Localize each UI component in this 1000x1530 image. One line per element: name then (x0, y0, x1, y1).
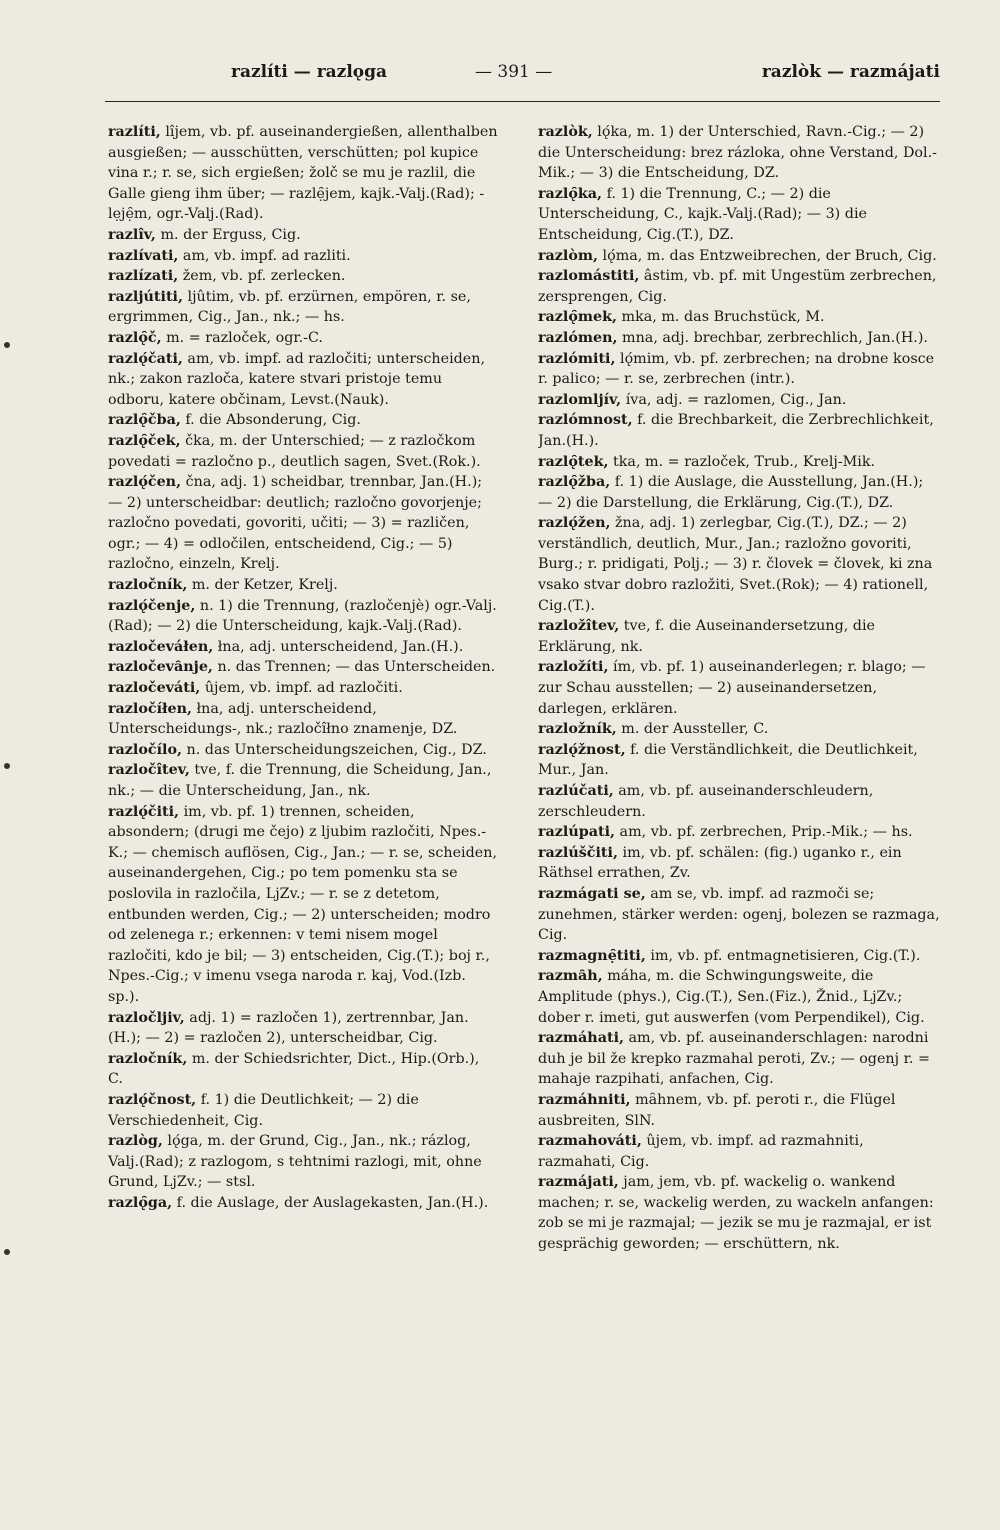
dictionary-entry (108, 225, 498, 246)
dictionary-entry (538, 1028, 942, 1090)
entry-headword: razložník, (538, 721, 617, 738)
entry-headword: razločílo, (108, 741, 182, 758)
entry-definition: adj. 1) = razločen 1), zertrennbar, Jan.(H.); — 2) = razločen 2), unterscheidbar, Cig. (108, 1009, 469, 1047)
entry-headword: razlǫ́čenje, (108, 597, 196, 614)
entry-definition: f. die Absonderung, Cig. (180, 412, 361, 429)
dictionary-entry (538, 349, 942, 390)
entry-definition: łna, adj. unterscheidend, Unterscheidungs-, nk.; razločîłno znamenje, DZ. (108, 700, 458, 738)
dictionary-entry (538, 740, 942, 781)
entry-headword: razločník, (108, 577, 188, 594)
dictionary-entry (108, 699, 498, 740)
dictionary-entry (538, 328, 942, 349)
entry-headword: razlǫ́čati, (108, 350, 183, 367)
entry-definition: am se, vb. impf. ad razmoči se; zunehmen, stärker werden: ogenj, bolezen se razmaga, Cig. (538, 885, 940, 944)
header-left-guide-words: razlíti — razlǫga (231, 62, 388, 82)
entry-headword: razlǫ̑žba, (538, 474, 611, 491)
entry-definition: mka, m. das Bruchstück, M. (617, 309, 825, 326)
entry-definition: žna, adj. 1) zerlegbar, Cig.(T.), DZ.; — 2) verständlich, deutlich, Mur., Jan.; razložno govoriti, Burg.; r. pridigati, Polj.; — 3) r. človek = človek, ki zna vsako stvar dobro razložiti, Svet.(Rok); — 4) rationell, Cig.(T.). (538, 515, 933, 614)
entry-headword: razločíłen, (108, 700, 192, 717)
entry-headword: razlǫ́žen, (538, 515, 611, 532)
dictionary-entry (538, 1172, 942, 1254)
dictionary-entry (108, 1131, 498, 1193)
dictionary-entry (538, 822, 942, 843)
dictionary-entry (108, 287, 498, 328)
entry-definition: lǫ́mim, vb. pf. zerbrechen; na drobne kosce r. palico; — r. se, zerbrechen (intr.). (538, 350, 935, 388)
entry-definition: jam, jem, vb. pf. wackelig o. wankend machen; r. se, wackelig werden, zu wackeln anfangen: zob se mi je razmajal; — jezik se mu je razmajal, er ist gesprächig geworden; — erschüttern, nk. (538, 1174, 934, 1253)
entry-headword: razlǫ́žnost, (538, 741, 626, 758)
entry-headword: razmȃh, (538, 968, 603, 985)
entry-headword: razlomástiti, (538, 268, 640, 285)
dictionary-entry (108, 657, 498, 678)
entry-definition: n. 1) die Trennung, (razločenjè) ogr.-Valj.(Rad); — 2) die Unterscheidung, kajk.-Valj.(Rad). (108, 597, 497, 635)
entry-headword: razmájati, (538, 1174, 619, 1191)
entry-headword: razlǫ̑ka, (538, 185, 603, 202)
entry-definition: am, vb. impf. ad razločiti; unterscheiden, nk.; zakon razloča, katere stvari pristoje temu odboru, katere občinam, Levst.(Nauk). (108, 350, 486, 408)
entry-definition: íva, adj. = razlomen, Cig., Jan. (621, 391, 847, 408)
entry-definition: m. = razloček, ogr.-C. (161, 329, 323, 346)
entry-definition: f. 1) die Trennung, C.; — 2) die Unterscheidung, C., kajk.-Valj.(Rad); — 3) die Entscheidung, Cig.(T.), DZ. (538, 185, 867, 243)
entry-definition: lǫ́ga, m. der Grund, Cig., Jan., nk.; rázlog, Valj.(Rad); z razlogom, s tehtnimi razlogi, mit, ohne Grund, LjZv.; — stsl. (108, 1133, 482, 1191)
dictionary-entry (538, 843, 942, 884)
page-number: — 391 — (475, 62, 553, 82)
dictionary-entry (108, 575, 498, 596)
entry-definition: m. der Schiedsrichter, Dict., Hip.(Orb.), C. (108, 1050, 480, 1088)
dictionary-entry (108, 431, 498, 472)
entry-headword: razlíti, (108, 124, 161, 140)
dictionary-entry (108, 266, 498, 287)
dictionary-entry (538, 966, 942, 1028)
dictionary-entry (108, 1090, 498, 1131)
dictionary-entry (108, 678, 498, 699)
entry-definition: f. 1) die Deutlichkeit; — 2) die Verschiedenheit, Cig. (108, 1091, 419, 1129)
dictionary-entry (538, 452, 942, 473)
entry-headword: razlúčati, (538, 783, 614, 799)
dictionary-entry (108, 122, 498, 225)
entry-definition: f. 1) die Auslage, die Ausstellung, Jan.(H.); — 2) die Darstellung, die Erklärung, Cig.(T.), DZ. (538, 474, 924, 511)
dictionary-entry (538, 657, 942, 719)
dictionary-entry (108, 349, 498, 411)
entry-headword: razložíti, (538, 659, 609, 676)
entry-headword: razlǫ̑č, (108, 329, 162, 346)
entry-definition: am, vb. pf. zerbrechen, Prip.-Mik.; — hs. (615, 824, 913, 841)
dictionary-entry (108, 760, 498, 801)
entry-headword: razlǫ́čnost, (108, 1091, 197, 1108)
dictionary-entry (538, 1090, 942, 1131)
entry-definition: tve, f. die Auseinandersetzung, die Erklärung, nk. (538, 618, 875, 655)
entry-definition: im, vb. pf. 1) trennen, scheiden, absondern; (drugi me čejo) z ljubim razločiti, Npes.-K.; — chemisch auflösen, Cig., Jan.; — r. se, scheiden, auseinandergehen, Cig.; po tem pomenku sta se poslovila in razločila, LjZv.; — r. se z detetom, entbunden werden, Cig.; — 2) unterscheiden; modro od zelenega r.; erkennen: v temi nisem mogel razločiti, kdo je bil; — 3) entscheiden, Cig.(T.); boj r., Npes.-Cig.; v imenu vsega naroda r. kaj, Vod.(Izb. sp.). (108, 803, 497, 1005)
entry-definition: n. das Trennen; — das Unterscheiden. (212, 659, 496, 676)
entry-definition: mȃhnem, vb. pf. peroti r., die Flügel ausbreiten, SlN. (538, 1091, 896, 1129)
right-column (538, 122, 942, 1462)
entry-definition: máha, m. die Schwingungsweite, die Amplitude (phys.), Cig.(T.), Sen.(Fiz.), Žnid., LjZv.; dober r. imeti, gut auswerfen (vom Perpendikel), Cig. (538, 968, 925, 1026)
entry-headword: razložîtev, (538, 618, 620, 635)
entry-definition: m. der Erguss, Cig. (155, 226, 301, 243)
entry-headword: razlǫ́čiti, (108, 803, 180, 820)
entry-headword: razlómiti, (538, 350, 616, 367)
entry-headword: razlómnost, (538, 412, 633, 429)
entry-definition: tve, f. die Trennung, die Scheidung, Jan., nk.; — die Unterscheidung, Jan., nk. (108, 762, 492, 799)
entry-headword: razlǫ̑mek, (538, 309, 617, 326)
entry-definition: čna, adj. 1) scheidbar, trennbar, Jan.(H.); — 2) unterscheidbar: deutlich; razločno govorjenje; razločno povedati, govoriti, učiti; — 3) = različen, ogr.; — 4) = odločilen, entscheidend, Cig.; — 5) razločno, einzeln, Krelj. (108, 474, 483, 573)
dictionary-entry (108, 410, 498, 431)
entry-headword: razlǫ̑ček, (108, 432, 181, 449)
entry-headword: razlívati, (108, 247, 179, 264)
dictionary-entry (538, 946, 942, 967)
entry-headword: razlîv, (108, 226, 156, 243)
entry-definition: čka, m. der Unterschied; — z razločkom povedati = razločno p., deutlich sagen, Svet.(Rok.). (108, 432, 481, 470)
entry-definition: ûjem, vb. impf. ad razmahniti, razmahati, Cig. (538, 1133, 864, 1170)
entry-headword: razločljiv, (108, 1009, 185, 1026)
entry-definition: im, vb. pf. entmagnetisieren, Cig.(T.). (645, 947, 921, 964)
entry-headword: razlòk, (538, 124, 593, 140)
dictionary-entry (538, 122, 942, 184)
dictionary-entry (538, 513, 942, 616)
dictionary-entry (538, 616, 942, 657)
entry-definition: mna, adj. brechbar, zerbrechlich, Jan.(H.). (617, 329, 928, 346)
header-right-guide-words: razlòk — razmájati (761, 62, 940, 82)
entry-definition: âstim, vb. pf. mit Ungestüm zerbrechen, zersprengen, Cig. (538, 268, 937, 305)
dictionary-entry (538, 410, 942, 451)
entry-definition: žem, vb. pf. zerlecken. (178, 268, 346, 285)
entry-headword: razlǫ̑tek, (538, 453, 609, 470)
entry-headword: razmágati se, (538, 885, 646, 902)
entry-headword: razlǫ̑čba, (108, 412, 181, 429)
dictionary-entry (108, 246, 498, 267)
dictionary-entry (108, 1049, 498, 1090)
entry-definition: ûjem, vb. impf. ad razločiti. (200, 680, 403, 697)
dictionary-entry (538, 781, 942, 822)
entry-definition: lǫ́ma, m. das Entzweibrechen, der Bruch, Cig. (598, 247, 937, 264)
entry-headword: razljútiti, (108, 288, 183, 305)
entry-headword: razločeváłen, (108, 638, 214, 655)
dictionary-entry (538, 246, 942, 267)
entry-definition: am, vb. pf. auseinanderschlagen: narodni duh je bil že krepko razmahal peroti, Zv.; — ogenj r. = mahaje razpihati, anfachen, Cig. (538, 1030, 930, 1088)
dictionary-entry (538, 719, 942, 740)
dictionary-entry (108, 1008, 498, 1049)
entry-headword: razlǫ́čen, (108, 474, 182, 491)
entry-definition: łna, adj. unterscheidend, Jan.(H.). (213, 638, 464, 655)
entry-definition: n. das Unterscheidungszeichen, Cig., DZ. (181, 741, 487, 758)
entry-headword: razlomljív, (538, 391, 622, 408)
dictionary-entry (108, 472, 498, 575)
entry-definition: am, vb. impf. ad razliti. (178, 247, 351, 264)
entry-headword: razlúpati, (538, 824, 616, 841)
entry-definition: am, vb. pf. auseinanderschleudern, zerschleudern. (538, 783, 874, 820)
entry-definition: f. die Brechbarkeit, die Zerbrechlichkeit, Jan.(H.). (538, 412, 934, 449)
dictionary-entry (108, 328, 498, 349)
entry-headword: razločîtev, (108, 762, 190, 779)
entry-definition: lǫ́ka, m. 1) der Unterschied, Ravn.-Cig.; — 2) die Unterscheidung: brez rázloka, ohne Verstand, Dol.-Mik.; — 3) die Entscheidung, DZ. (538, 124, 937, 182)
margin-mark (4, 1249, 10, 1255)
dictionary-entry (108, 802, 498, 1008)
entry-definition: m. der Aussteller, C. (616, 721, 769, 738)
entry-headword: razlómen, (538, 329, 618, 346)
entry-definition: im, vb. pf. schälen: (fig.) uganko r., ein Räthsel errathen, Zv. (538, 844, 902, 882)
entry-definition: m. der Ketzer, Krelj. (187, 577, 338, 594)
entry-definition: f. die Verständlichkeit, die Deutlichkeit, Mur., Jan. (538, 741, 918, 779)
dictionary-entry (108, 1193, 498, 1214)
entry-headword: razmagnẹ̑titi, (538, 947, 646, 964)
entry-definition: lîjem, vb. pf. auseinandergießen, allenthalben ausgießen; — ausschütten, verschütten; pol kupice vina r.; r. se, sich ergießen; žolč se mu je razlil, die Galle gieng ihm über; — razlẹ̑jem, kajk.-Valj.(Rad); -lẹjẹ̑m, ogr.-Valj.(Rad). (108, 124, 498, 223)
entry-headword: razlúščiti, (538, 844, 618, 861)
dictionary-entry (108, 596, 498, 637)
dictionary-entry (538, 390, 942, 411)
margin-mark (4, 342, 10, 348)
dictionary-entry (538, 884, 942, 946)
running-header (105, 62, 940, 92)
entry-headword: razmáhniti, (538, 1091, 631, 1108)
entry-definition: tka, m. = razloček, Trub., Krelj-Mik. (608, 453, 876, 470)
dictionary-entry (538, 307, 942, 328)
entry-headword: razlízati, (108, 268, 179, 285)
entry-definition: f. die Auslage, der Auslagekasten, Jan.(H.). (172, 1194, 489, 1211)
entry-headword: razmáhati, (538, 1030, 624, 1047)
dictionary-entry (108, 637, 498, 658)
entry-headword: razlòg, (108, 1133, 163, 1150)
dictionary-entry (538, 472, 942, 513)
left-column (108, 122, 498, 1462)
entry-definition: ljûtim, vb. pf. erzürnen, empören, r. se, ergrimmen, Cig., Jan., nk.; — hs. (108, 288, 471, 326)
entry-headword: razlòm, (538, 247, 598, 264)
dictionary-entry (538, 1131, 942, 1172)
entry-headword: razločeváti, (108, 680, 201, 697)
entry-definition: ím, vb. pf. 1) auseinanderlegen; r. blago; — zur Schau ausstellen; — 2) auseinandersetzen, darlegen, erklären. (538, 659, 926, 717)
entry-headword: razločník, (108, 1050, 188, 1067)
margin-mark (4, 763, 10, 769)
dictionary-entry (538, 266, 942, 307)
entry-headword: razmahováti, (538, 1133, 642, 1150)
dictionary-entry (538, 184, 942, 246)
entry-headword: razlǫ̑ga, (108, 1194, 173, 1211)
header-rule (105, 101, 940, 102)
dictionary-entry (108, 740, 498, 761)
entry-headword: razločevȃnje, (108, 659, 213, 676)
